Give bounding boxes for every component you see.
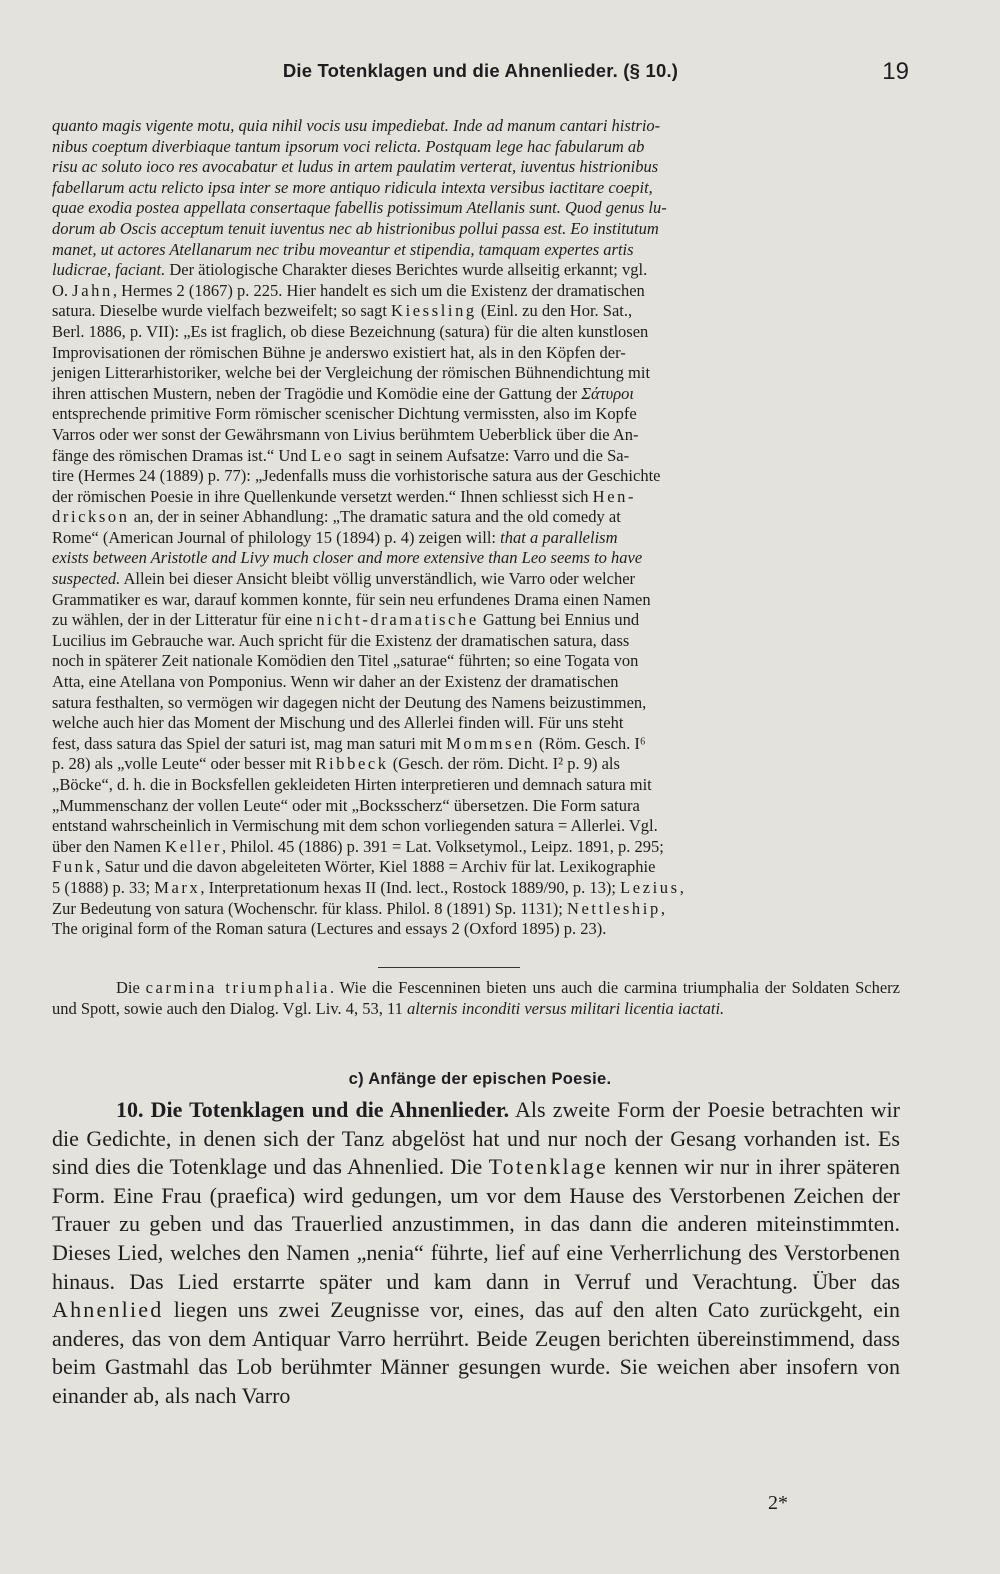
note-line: exists between Aristotle and Livy much closer and more extensive than Leo seems to have xyxy=(52,548,643,568)
signature-mark: 2* xyxy=(768,1492,788,1514)
footnote-block xyxy=(52,116,900,940)
note-line: zu wählen, der in der Litteratur für eine nicht-dramatische Gattung bei Ennius und xyxy=(52,610,640,630)
note-line: satura. Dieselbe wurde vielfach bezweifelt; so sagt Kiessling (Einl. zu den Hor. Sat., xyxy=(52,301,633,321)
note-line: suspected. Allein bei dieser Ansicht bleibt völlig unverständlich, wie Varro oder welcher xyxy=(52,569,636,589)
note-line: drickson an, der in seiner Abhandlung: „The dramatic satura and the old comedy at xyxy=(52,507,621,527)
note-line: fabellarum actu relicto ipsa inter se more antiquo ridicula intexta versibus iactitare coepit, xyxy=(52,177,653,197)
note-line: „Böcke“, d. h. die in Bocksfellen gekleideten Hirten interpretieren und demnach satura mit xyxy=(52,775,652,794)
note-line: Rome“ (American Journal of philology 15 (1894) p. 4) zeigen will: that a parallelism xyxy=(52,527,618,547)
note-line: jenigen Litterarhistoriker, welche bei der Vergleichung der römischen Bühnendichtung mit xyxy=(52,363,651,383)
note-line: Improvisationen der römischen Bühne je anderswo existiert hat, als in den Köpfen der- xyxy=(52,342,626,362)
note-line: satura festhalten, so vermögen wir dagegen nicht der Deutung des Namens beizustimmen, xyxy=(52,692,647,712)
note-line: manet, ut actores Atellanarum nec tribu moveantur et stipendia, tamquam expertes artis xyxy=(52,239,634,259)
section-paragraph: 10. Die Totenklagen und die Ahnenlieder. Als zweite Form der Poesie betrachten wir die Gedichte, in denen sich der Tanz abgelöst hat und nur noch der Gesang vorhanden ist. Es sind dies die Totenklage und das Ahnenlied. Die Totenklage kennen wir nur in ihrer späteren Form. Eine Frau (praefica) wird gedungen, um vor dem Hause des Verstorbenen Zeichen der Trauer zu geben und das Trauerlied anzustimmen, in das dann die anderen miteinstimmten. Dieses Lied, welches den Namen „nenia“ führte, lief auf eine Verherrlichung des Verstorbenen hinaus. Das Lied erstarrte später und kam dann in Verruf und Verachtung. Über das Ahnenlied liegen uns zwei Zeugnisse vor, eines, das auf den alten Cato zurückgeht, ein anderes, das von dem Antiquar Varro herrührt. Beide Zeugen berichten übereinstimmend, dass beim Gastmahl das Lob berühmter Männer gesungen wurde. Sie weichen aber insofern von einander ab, als nach Varro xyxy=(52,1097,900,1408)
note-line: welche auch hier das Moment der Mischung und des Allerlei finden will. Für uns steht xyxy=(52,713,624,733)
note-line: dorum ab Oscis acceptum tenuit iuventus nec ab histrionibus pollui passa est. Eo institutum xyxy=(52,218,659,238)
note-line: nibus coeptum diverbiaque tantum ipsorum voci relicta. Postquam lege hac fabularum ab xyxy=(52,136,645,156)
section-heading: 10. Die Totenklagen und die Ahnenlieder. xyxy=(116,1097,510,1122)
note-line: fest, dass satura das Spiel der saturi ist, mag man saturi mit Mommsen (Röm. Gesch. I⁶ xyxy=(52,733,646,753)
running-head-title: Die Totenklagen und die Ahnenlieder. (§ 10.) xyxy=(282,60,679,81)
greek-word: Σάτυροι xyxy=(581,383,634,403)
note-line: der römischen Poesie in ihre Quellenkunde versetzt werden.“ Ihnen schliesst sich Hen- xyxy=(52,486,637,506)
main-text xyxy=(52,1096,900,1411)
note-line: Funk, Satur und die davon abgeleiteten Wörter, Kiel 1888 = Archiv für lat. Lexikographie xyxy=(52,857,656,877)
note-line: „Mummenschanz der vollen Leute“ oder mit „Bocksscherz“ übersetzen. Die Form satura xyxy=(52,795,640,815)
separator-rule xyxy=(378,967,520,968)
note-line: Varros oder wer sonst der Gewährsmann von Livius berühmtem Ueberblick über die An- xyxy=(52,424,639,444)
note-line: über den Namen Keller, Philol. 45 (1886) p. 391 = Lat. Volksetymol., Leipz. 1891, p. 295; xyxy=(52,836,664,856)
note-line: ludicrae, faciant. Der ätiologische Charakter dieses Berichtes wurde allseitig erkannt; vgl. xyxy=(52,260,648,280)
note-line: p. 28) als „volle Leute“ oder besser mit Ribbeck (Gesch. der röm. Dicht. I² p. 9) als xyxy=(52,754,620,774)
note-line: quae exodia postea appellata consertaque fabellis potissimum Atellanis sunt. Quod genus lu- xyxy=(52,198,667,218)
note-line: noch in späterer Zeit nationale Komödien den Titel „saturae“ führten; so eine Togata von xyxy=(52,651,639,671)
running-head xyxy=(52,56,909,92)
note-line: entstand wahrscheinlich in Vermischung mit dem schon vorliegenden satura = Allerlei. Vgl. xyxy=(52,816,658,836)
note-line: entsprechende primitive Form römischer scenischer Dichtung vermissten, also im Kopfe xyxy=(52,404,637,424)
note-line: O. Jahn, Hermes 2 (1867) p. 225. Hier handelt es sich um die Existenz der dramatischen xyxy=(52,280,645,300)
note-line: The original form of the Roman satura (Lectures and essays 2 (Oxford 1895) p. 23). xyxy=(52,919,607,939)
note-line: risu ac soluto ioco res avocabatur et ludus in artem paulatim verterat, iuventus histrionibus xyxy=(52,157,659,177)
carmina-paragraph: Die carmina triumphalia. Wie die Fescenninen bieten uns auch die carmina triumphalia der Soldaten Scherz und Spott, sowie auch den Dialog. Vgl. Liv. 4, 53, 11 alternis inconditi versus militari licentia iactati. xyxy=(52,978,900,1018)
page-number: 19 xyxy=(882,58,909,85)
note-line: ihren attischen Mustern, neben der Tragödie und Komödie eine der Gattung der Σάτυροι xyxy=(52,383,634,403)
carmina-note xyxy=(52,978,900,1019)
note-line: 5 (1888) p. 33; Marx, Interpretationum hexas II (Ind. lect., Rostock 1889/90, p. 13); Lezius, xyxy=(52,877,684,897)
note-line: Berl. 1886, p. VII): „Es ist fraglich, ob diese Bezeichnung (satura) für die alten kunstlosen xyxy=(52,321,649,341)
note-line: Lucilius im Gebrauche war. Auch spricht für die Existenz der dramatischen satura, dass xyxy=(52,630,630,650)
note-line: Grammatiker es war, darauf kommen konnte, für sein neu erfundenes Drama einen Namen xyxy=(52,589,651,609)
note-line: fänge des römischen Dramas ist.“ Und Leo sagt in seinem Aufsatze: Varro und die Sa- xyxy=(52,445,630,465)
section-subheading: c) Anfänge der epischen Poesie. xyxy=(348,1070,612,1088)
note-line: quanto magis vigente motu, quia nihil vocis usu impediebat. Inde ad manum cantari histrio- xyxy=(52,116,661,135)
note-line: Zur Bedeutung von satura (Wochenschr. für klass. Philol. 8 (1891) Sp. 1131); Nettleship, xyxy=(52,898,665,918)
note-line: Atta, eine Atellana von Pomponius. Wenn wir daher an der Existenz der dramatischen xyxy=(52,672,619,692)
note-line: tire (Hermes 24 (1889) p. 77): „Jedenfalls muss die vorhistorische satura aus der Geschichte xyxy=(52,466,661,486)
